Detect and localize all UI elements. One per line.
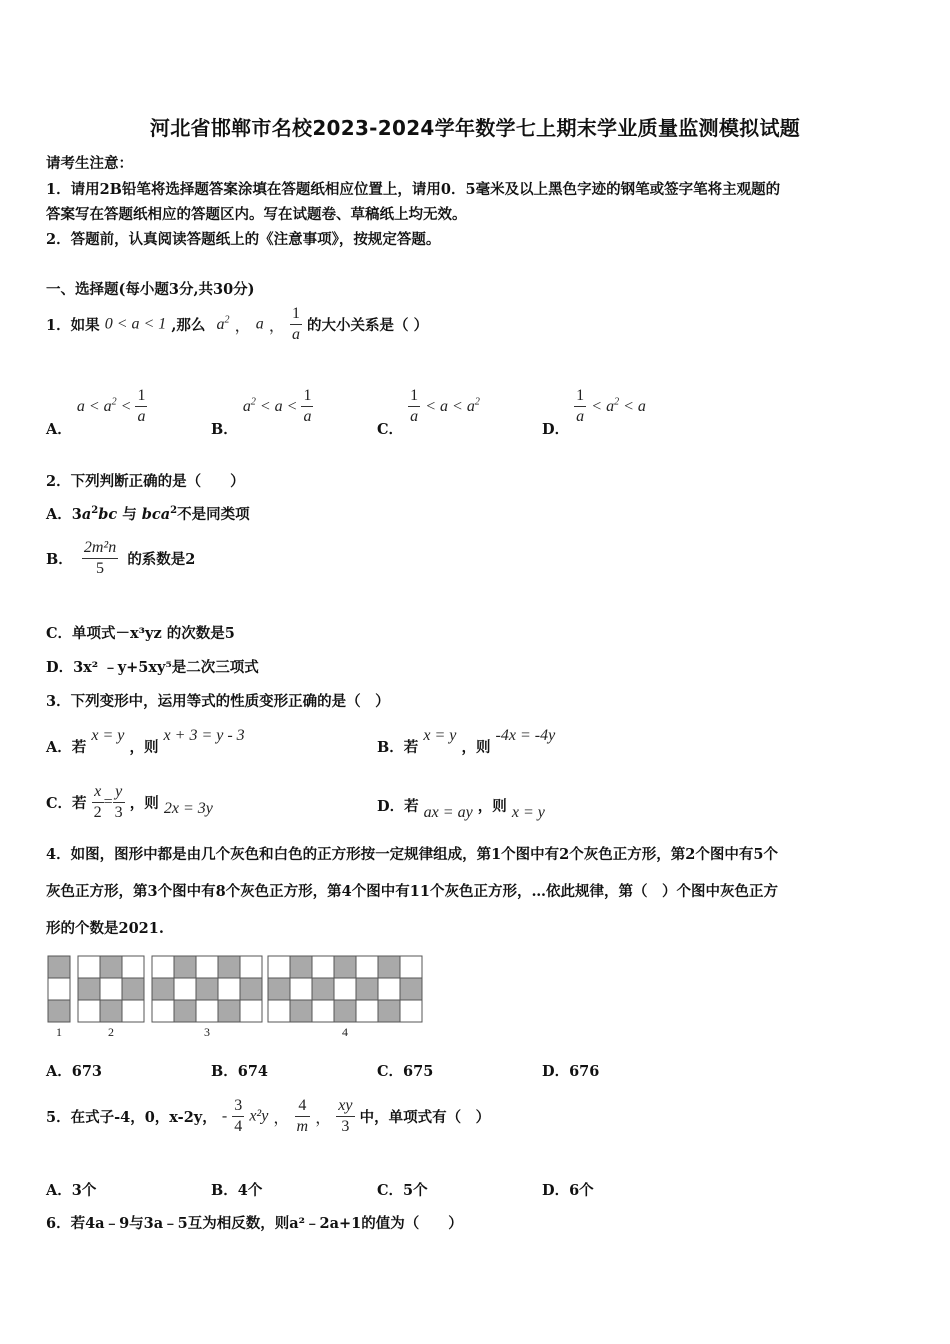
- white-square: [356, 1000, 378, 1022]
- gray-square: [400, 978, 422, 1000]
- gray-square: [240, 978, 262, 1000]
- q2-option-a: A．$3a^2bc$ 与 bca$^2$不是同类项: [46, 505, 250, 523]
- gray-square: [48, 956, 70, 978]
- gray-square: [356, 978, 378, 1000]
- q4-option-b: B．674: [211, 1063, 269, 1080]
- q2-stem: 2．下列判断正确的是（ ）: [46, 473, 245, 490]
- white-square: [78, 956, 100, 978]
- q1-option-c: C． $\frac{1}{a}$ < $a < a^2$: [377, 387, 480, 438]
- q1-term-a: a: [255, 315, 264, 333]
- q4-figure: [46, 954, 446, 1038]
- question-5: 5．在式子-4，0，x-2y， - $\frac{3}{4}$ x²y ， $\frac{4}{m}$ ， $\frac{xy}{3}$ 中，单项式有（ ）: [46, 1097, 491, 1135]
- gray-square: [334, 956, 356, 978]
- white-square: [240, 1000, 262, 1022]
- q3-stem: 3．下列变形中，运用等式的性质变形正确的是（ ）: [46, 693, 390, 710]
- q5-prefix: 5．在式子-4，0，x-2y，: [46, 1109, 217, 1126]
- q5-suffix: 中，单项式有（ ）: [359, 1109, 491, 1126]
- white-square: [78, 1000, 100, 1022]
- notice-2: 2．答题前，认真阅读答题纸上的《注意事项》，按规定答题。: [46, 231, 441, 248]
- q4-option-a: A．673: [46, 1063, 103, 1080]
- white-square: [290, 978, 312, 1000]
- gray-square: [100, 956, 122, 978]
- q1-condition: 0 < a < 1: [104, 315, 167, 333]
- q1-mid: ,那么: [171, 317, 206, 334]
- gray-square: [48, 1000, 70, 1022]
- q4-line-3: 形的个数是2021.: [46, 920, 164, 937]
- q4-option-c: C．675: [377, 1063, 434, 1080]
- white-square: [240, 956, 262, 978]
- q1-option-d: D． $\frac{1}{a}$ < $a^2 < a$: [542, 387, 646, 438]
- gray-square: [78, 978, 100, 1000]
- q2-option-c: C．单项式－x³yz 的次数是5: [46, 625, 235, 642]
- gray-square: [290, 956, 312, 978]
- pattern-figure: [46, 954, 446, 1038]
- white-square: [268, 956, 290, 978]
- white-square: [152, 956, 174, 978]
- q1-option-a: A． $a < a^2$ < $\frac{1}{a}$: [46, 387, 146, 438]
- white-square: [312, 956, 334, 978]
- q4-option-d: D．676: [542, 1063, 600, 1080]
- white-square: [122, 956, 144, 978]
- white-square: [334, 978, 356, 1000]
- q1-suffix: 的大小关系是（ ）: [307, 317, 429, 334]
- q4-line-2: 灰色正方形，第3个图中有8个灰色正方形，第4个图中有11个灰色正方形，…依此规律，第（ ）个图中灰色正方: [46, 883, 778, 900]
- q1-fraction: $\frac{1}{a}$: [291, 305, 300, 343]
- q5-option-b: B．4个: [211, 1182, 263, 1199]
- q2-option-d: D．3x² ﹣y+5xy⁵是二次三项式: [46, 659, 259, 676]
- gray-square: [218, 956, 240, 978]
- gray-square: [122, 978, 144, 1000]
- q5-option-a: A．3个: [46, 1182, 97, 1199]
- gray-square: [268, 978, 290, 1000]
- white-square: [400, 1000, 422, 1022]
- gray-square: [218, 1000, 240, 1022]
- notice-1a: 1．请用2B铅笔将选择题答案涂填在答题纸相应位置上，请用0．5毫米及以上黑色字迹的钢笔或签字笔将主观题的: [46, 181, 781, 198]
- white-square: [100, 978, 122, 1000]
- white-square: [312, 1000, 334, 1022]
- gray-square: [100, 1000, 122, 1022]
- gray-square: [378, 956, 400, 978]
- white-square: [378, 978, 400, 1000]
- gray-square: [334, 1000, 356, 1022]
- q1-option-b: B． $a^2 < a$ < $\frac{1}{a}$: [211, 387, 312, 438]
- q1-term-a-squared: a: [216, 316, 225, 334]
- white-square: [196, 1000, 218, 1022]
- figure-label-2: 2: [108, 1025, 114, 1038]
- q5-option-c: C．5个: [377, 1182, 428, 1199]
- gray-square: [174, 1000, 196, 1022]
- white-square: [196, 956, 218, 978]
- notice-heading: 请考生注意：: [46, 155, 133, 172]
- gray-square: [312, 978, 334, 1000]
- white-square: [218, 978, 240, 1000]
- white-square: [174, 978, 196, 1000]
- notice-1b: 答案写在答题纸相应的答题区内。写在试题卷、草稿纸上均无效。: [46, 206, 467, 223]
- q3-option-d: D．若 ax = ay ，则 x = y: [377, 798, 545, 821]
- white-square: [152, 1000, 174, 1022]
- page-title: 河北省邯郸市名校2023-2024学年数学七上期末学业质量监测模拟试题: [149, 116, 801, 140]
- section-heading: 一、选择题(每小题3分,共30分): [46, 281, 255, 298]
- figure-label-1: 1: [56, 1025, 62, 1038]
- white-square: [268, 1000, 290, 1022]
- q4-line-1: 4．如图，图形中都是由几个灰色和白色的正方形按一定规律组成，第1个图中有2个灰色正方形，第2个图中有5个: [46, 846, 778, 863]
- white-square: [356, 956, 378, 978]
- q2-option-b: B． $\frac{\text{2m²n}}{5}$ 的系数是2: [46, 539, 196, 577]
- gray-square: [378, 1000, 400, 1022]
- white-square: [400, 956, 422, 978]
- figure-label-3: 3: [204, 1025, 210, 1038]
- gray-square: [196, 978, 218, 1000]
- figure-label-4: 4: [342, 1025, 348, 1038]
- q5-option-d: D．6个: [542, 1182, 594, 1199]
- q3-option-c: C．若 $\frac{x}{2}$ = $\frac{y}{3}$ ，则 2x = 3y: [46, 783, 213, 821]
- q6-stem: 6．若4a﹣9与3a﹣5互为相反数，则a²﹣2a+1的值为（ ）: [46, 1215, 463, 1232]
- q3-option-b: B．若 x = y ，则 -4x = -4y: [377, 727, 556, 756]
- white-square: [122, 1000, 144, 1022]
- q3-option-a: A．若 x = y ，则 x + 3 = y - 3: [46, 727, 245, 756]
- q1-prefix: 1．如果: [46, 317, 100, 334]
- gray-square: [152, 978, 174, 1000]
- gray-square: [174, 956, 196, 978]
- white-square: [48, 978, 70, 1000]
- question-1: 1．如果 0 < a < 1 ,那么 $a^2$ ， a ， $\frac{1}{a}$ 的大小关系是（ ）: [46, 305, 429, 343]
- gray-square: [290, 1000, 312, 1022]
